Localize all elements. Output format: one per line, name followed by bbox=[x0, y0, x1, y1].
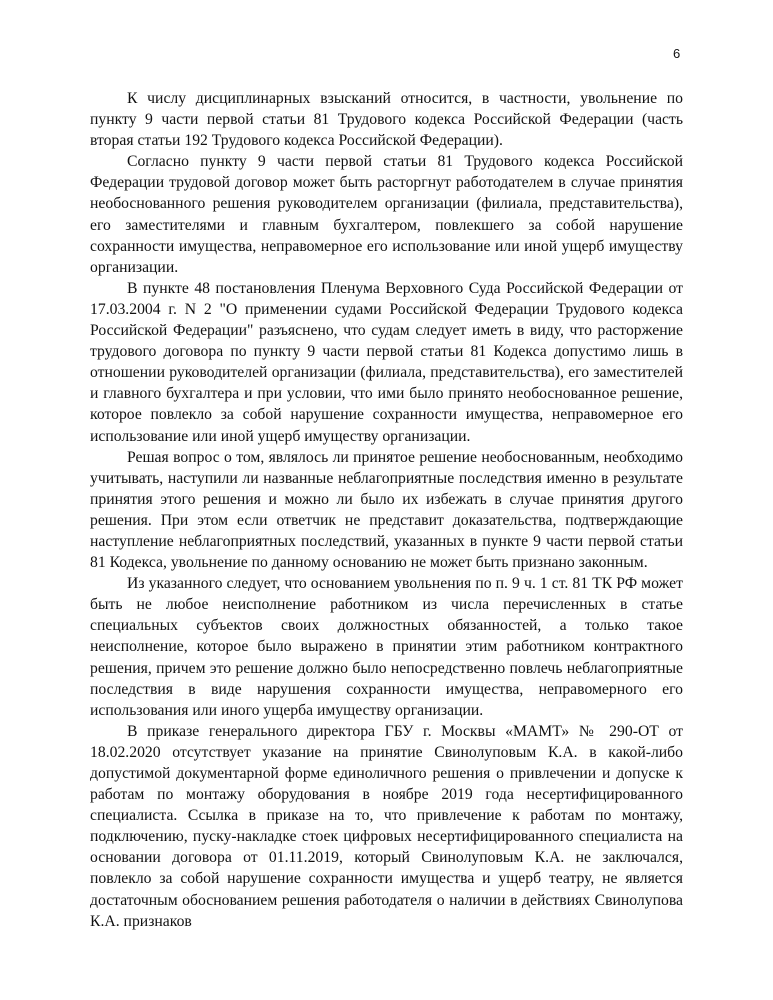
paragraph-3: В пункте 48 постановления Пленума Верховного Суда Российской Федерации от 17.03.2004 г. N 2 "О применении судами Российской Федерации Трудового кодекса Российской Федерации" разъяснено, что судам следует иметь в виду, что расторжение трудового договора по пункту 9 части первой статьи 81 Кодекса допустимо лишь в отношении руководителей организации (филиала, представительства), его заместителей и главного бухгалтера и при условии, что ими было принято необоснованное решение, которое повлекло за собой нарушение сохранности имущества, неправомерное его использование или иной ущерб имуществу организации. bbox=[90, 279, 683, 445]
paragraph-4: Решая вопрос о том, являлось ли принятое решение необоснованным, необходимо учитывать, наступили ли названные неблагоприятные последствия именно в результате принятия этого решения и можно ли было их избежать в случае принятия другого решения. При этом если ответчик не представит доказательства, подтверждающие наступление неблагоприятных последствий, указанных в пункте 9 части первой статьи 81 Кодекса, увольнение по данному основанию не может быть признано законным. bbox=[90, 448, 683, 572]
paragraph-2: Согласно пункту 9 части первой статьи 81 Трудового кодекса Российской Федерации трудовой договор может быть расторгнут работодателем в случае принятия необоснованного решения руководителем организации (филиала, представительства), его заместителями и главным бухгалтером, повлекшего за собой нарушение сохранности имущества, неправомерное его использование или иной ущерб имуществу организации. bbox=[90, 153, 683, 276]
paragraph-5: Из указанного следует, что основанием увольнения по п. 9 ч. 1 ст. 81 ТК РФ может быть не любое неисполнение работником из числа перечисленных в статье специальных субъектов своих должностных обязанностей, а только такое неисполнение, которое было выражено в принятии этим работником контрактного решения, причем это решение должно было непосредственно повлечь неблагоприятные последствия в виде нарушения сохранности имущества, неправомерного его использования или иного ущерба имуществу организации. bbox=[90, 575, 683, 719]
document-body bbox=[90, 88, 683, 932]
paragraph-1: К числу дисциплинарных взысканий относится, в частности, увольнение по пункту 9 части первой статьи 81 Трудового кодекса Российской Федерации (часть вторая статьи 192 Трудового кодекса Российской Федерации). bbox=[90, 90, 683, 150]
paragraph-6: В приказе генерального директора ГБУ г. Москвы «МАМТ» № 290-ОТ от 18.02.2020 отсутствует указание на принятие Свинолуповым К.А. в какой-либо допустимой документарной форме единоличного решения о привлечении и допуске к работам по монтажу оборудования в ноябре 2019 года несертифицированного специалиста. Ссылка в приказе на то, что привлечение к работам по монтажу, подключению, пуску-накладке стоек цифровых несертифицированного специалиста на основании договора от 01.11.2019, который Свинолуповым К.А. не заключался, повлекло за собой нарушение сохранности имущества и ущерб театру, не является достаточным обоснованием решения работодателя о наличии в действиях Свинолупова К.А. признаков bbox=[90, 722, 683, 930]
page-number: 6 bbox=[673, 46, 681, 61]
